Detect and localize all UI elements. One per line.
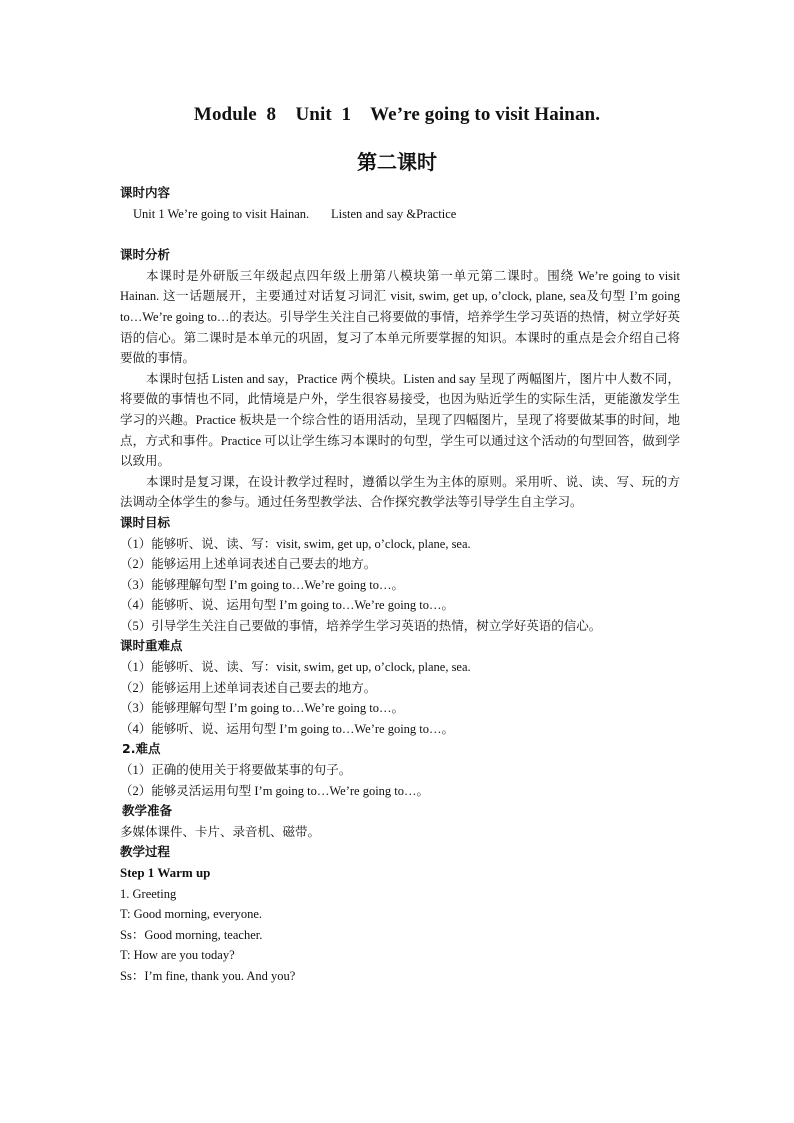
spacer [120,224,680,245]
section-heading-key-points: 课时重难点 [120,638,183,654]
document-subtitle: 第二课时 [357,150,437,174]
analysis-paragraph-2: 本课时包括 Listen and say，Practice 两个模块。Listen and say 呈现了两幅图片，图片中人数不同，将要做的事情也不同，此情境是户外，学生很容易接受，也因为贴近学生的实际生活，更能激发学生学习的兴趣。Practice 板块是一个综合性的语用活动，呈现了四幅图片，呈现了将要做某事的时间，地点，方式和事件。Practice 可以让学生练习本课时的句型，学生可以通过这个活动的句型回答，做到学以致用。 [120,371,680,469]
dialogue-line: Ss：I’m fine, thank you. And you? [120,968,296,983]
dialogue-line: 1. Greeting [120,886,177,901]
dialogue-line: T: How are you today? [120,948,235,963]
key-point-item: （1）能够听、说、读、写：visit, swim, get up, o’clock, plane, sea. [120,660,471,675]
section-heading-difficult: 2.难点 [122,741,161,757]
goal-item: （3）能够理解句型 I’m going to…We’re going to…。 [120,577,405,592]
content-text: Unit 1 We’re going to visit Hainan. Listen and say &Practice [133,206,457,221]
goal-item: （2）能够运用上述单词表述自己要去的地方。 [120,557,377,572]
goal-item: （5）引导学生关注自己要做的事情，培养学生学习英语的热情，树立学好英语的信心。 [120,618,602,633]
dialogue-line: Ss：Good morning, teacher. [120,927,263,942]
document-body [120,183,680,987]
goal-item: （1）能够听、说、读、写：visit, swim, get up, o’clock, plane, sea. [120,536,471,551]
key-point-item: （4）能够听、说、运用句型 I’m going to…We’re going to…。 [120,721,455,736]
step-heading: Step 1 Warm up [120,865,211,880]
dialogue-line: T: Good morning, everyone. [120,907,263,922]
analysis-paragraph-3: 本课时是复习课，在设计教学过程时，遵循以学生为主体的原则。采用听、说、读、写、玩的方法调动全体学生的参与。通过任务型教学法、合作探究教学法等引导学生自主学习。 [120,474,680,510]
section-heading-content: 课时内容 [120,185,171,200]
section-heading-analysis: 课时分析 [120,247,171,263]
goal-item: （4）能够听、说、运用句型 I’m going to…We’re going to…。 [120,598,455,613]
analysis-paragraph-1: 本课时是外研版三年级起点四年级上册第八模块第一单元第二课时。围绕 We’re going to visit Hainan. 这一话题展开，主要通过对话复习词汇 visit, swim, get up, o’clock, plane, sea及句型 I’m going to…We’re going to…的表达。引导学生关注自己将要做的事情，培养学生学习英语的热情，树立学好英语的信心。第二课时是本单元的巩固，复习了本单元所要掌握的知识。本课时的重点是会介绍自己将要做的事情。 [120,268,680,366]
section-heading-preparation: 教学准备 [122,803,173,819]
section-heading-goals: 课时目标 [120,514,171,530]
difficult-point-item: （1）正确的使用关于将要做某事的句子。 [120,763,352,778]
key-point-item: （3）能够理解句型 I’m going to…We’re going to…。 [120,701,405,716]
section-heading-process: 教学过程 [120,844,171,860]
key-point-item: （2）能够运用上述单词表述自己要去的地方。 [120,680,377,695]
preparation-text: 多媒体课件、卡片、录音机、磁带。 [120,824,321,839]
document-title: Module 8 Unit 1 We’re going to visit Hainan. [193,104,601,125]
difficult-point-item: （2）能够灵活运用句型 I’m going to…We’re going to…。 [120,783,430,798]
